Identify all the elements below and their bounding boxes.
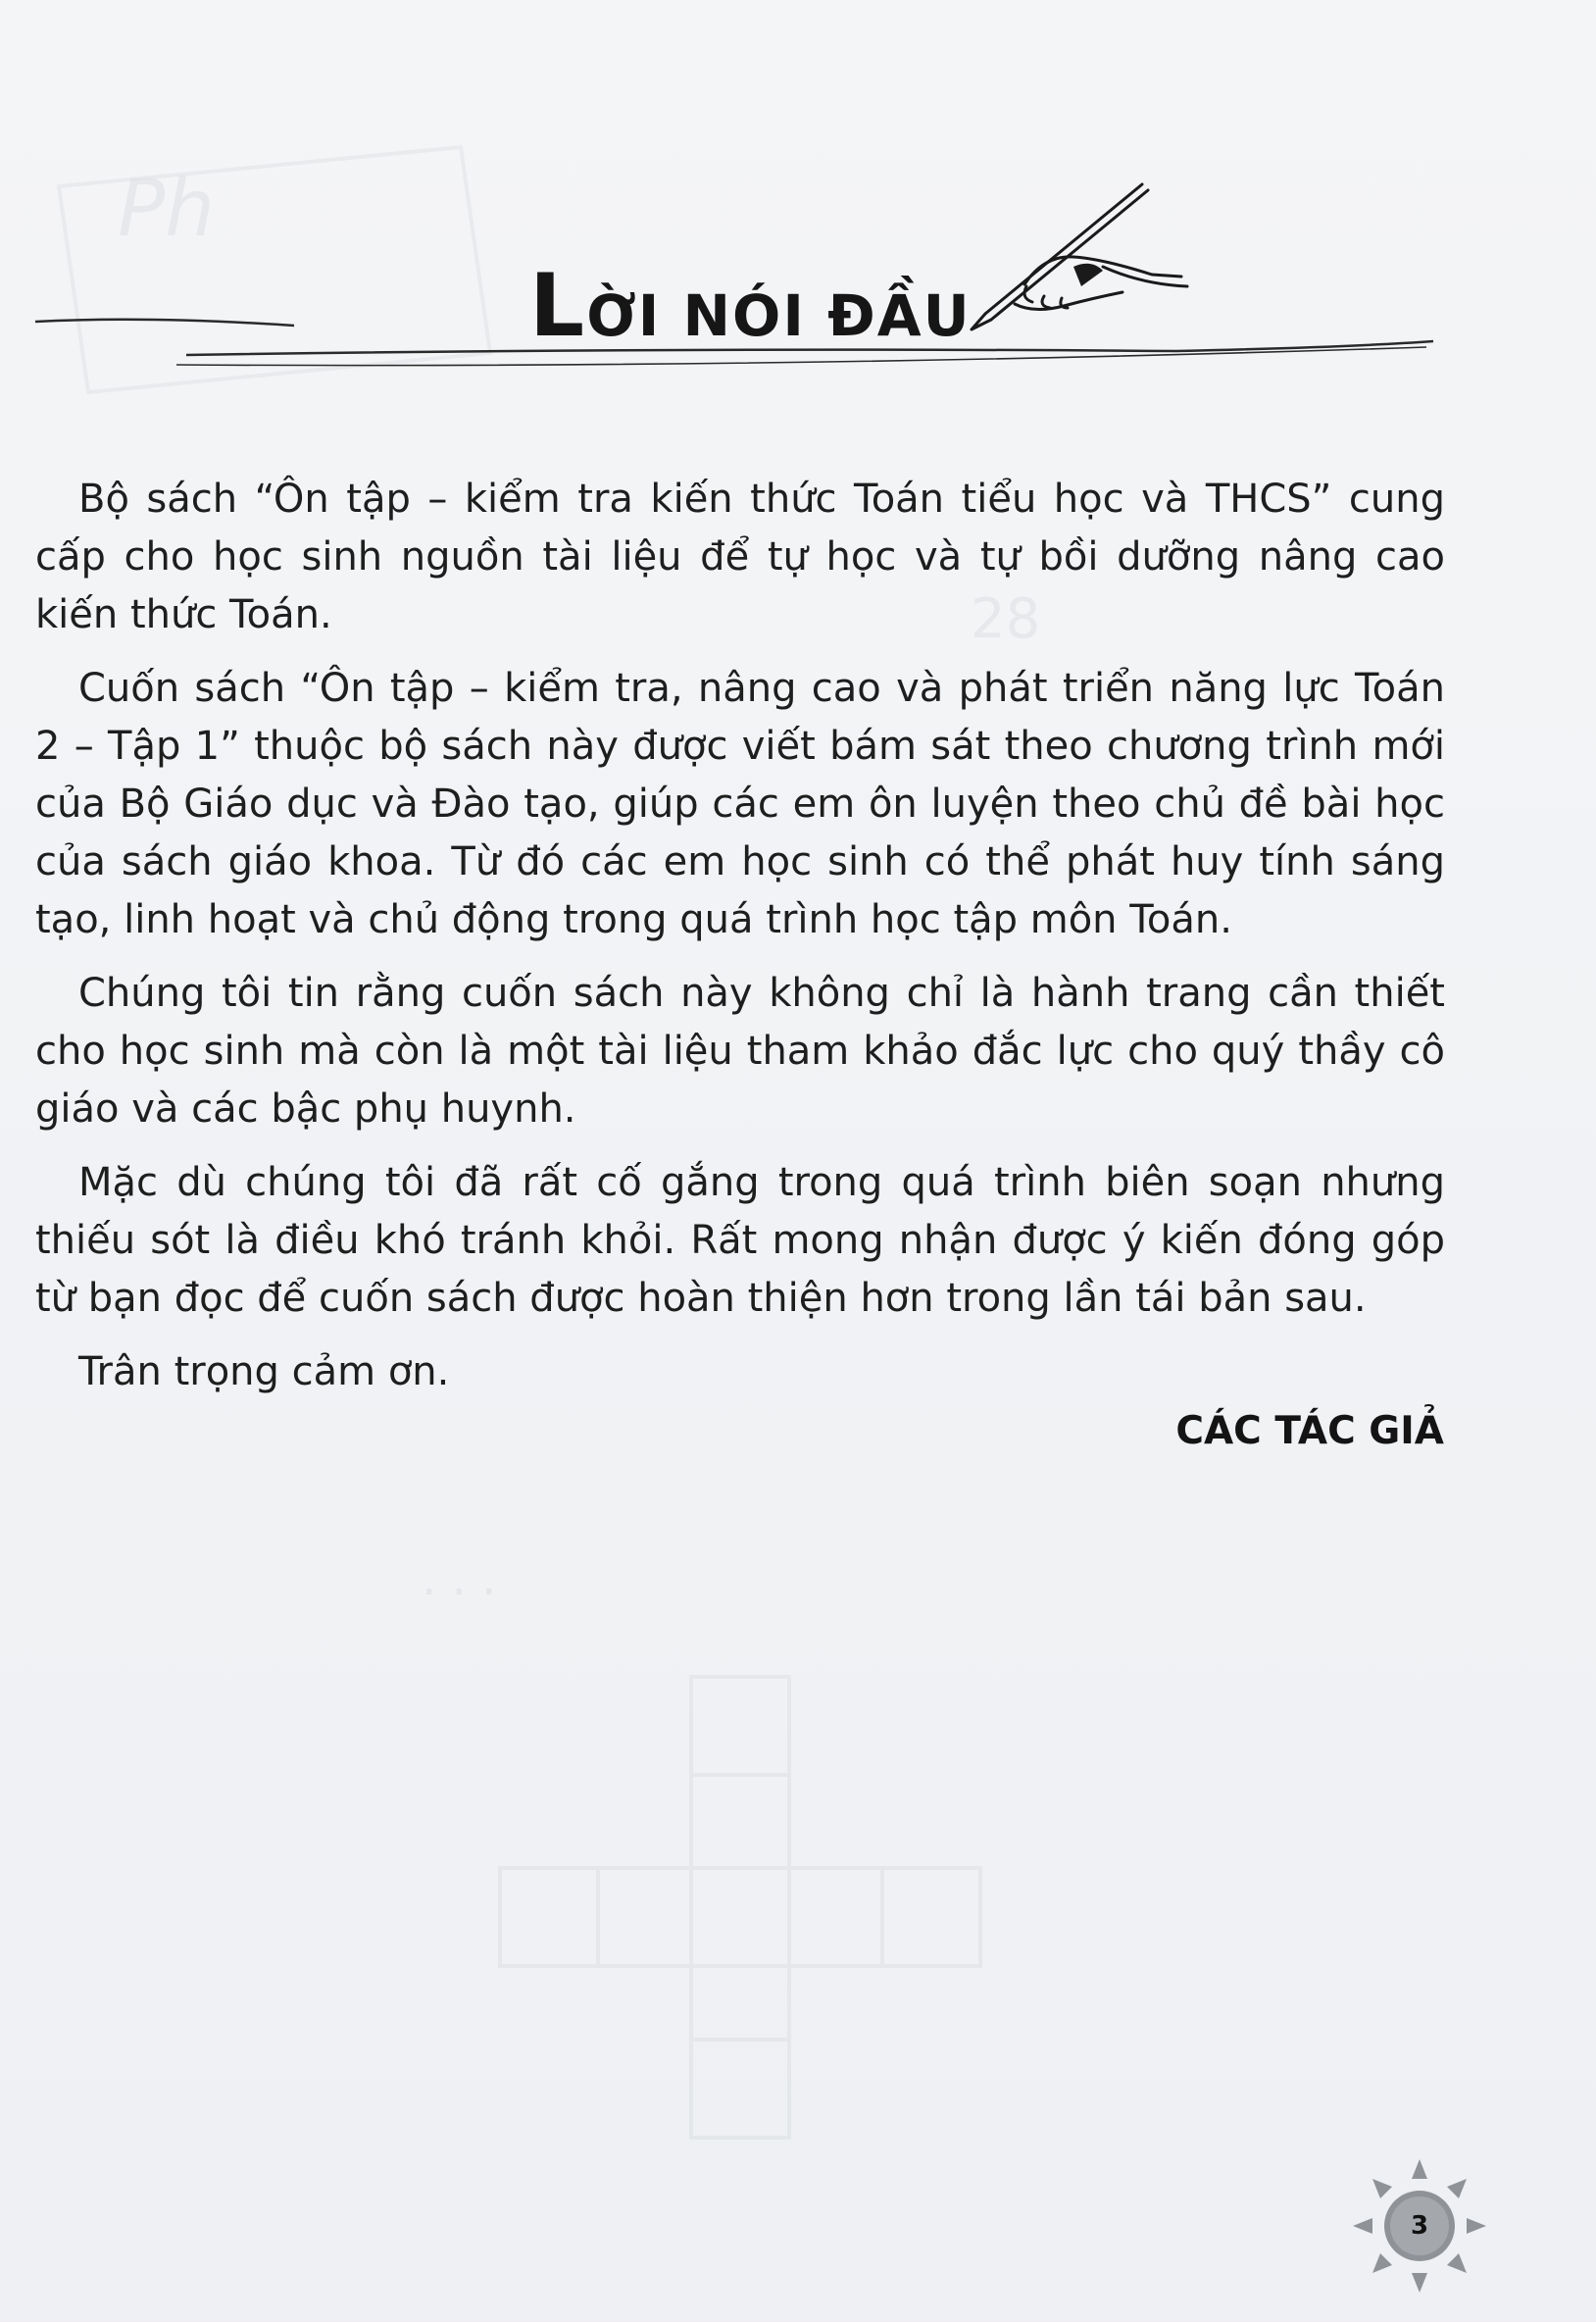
svg-text:28: 28: [971, 587, 1041, 651]
paragraph-book-description: Cuốn sách “Ôn tập – kiểm tra, nâng cao và phát triển năng lực Toán 2 – Tập 1” thuộc bộ sách này được viết bám sát theo chương trình mới của Bộ Giáo dục và Đào tạo, giúp các em ôn luyện theo chủ đề bài học của sách giáo khoa. Từ đó các em học sinh có thể phát huy tính sáng tạo, linh hoạt và chủ động trong quá trình học tập môn Toán.: [35, 666, 1445, 942]
page-title-rest: ỜI NÓI ĐẦU: [586, 282, 972, 349]
paragraph-purpose: Chúng tôi tin rằng cuốn sách này không chỉ là hành trang cần thiết cho học sinh mà còn là một tài liệu tham khảo đắc lực cho quý thầy cô giáo và các bậc phụ huynh.: [35, 971, 1445, 1132]
svg-text:Ph: Ph: [118, 163, 215, 254]
page-title: [529, 255, 972, 356]
paragraph-feedback: Mặc dù chúng tôi đã rất cố gắng trong quá trình biên soạn nhưng thiếu sót là điều khó tránh khỏi. Rất mong nhận được ý kiến đóng góp từ bạn đọc để cuốn sách được hoàn thiện hơn trong lần tái bản sau.: [35, 1160, 1445, 1321]
page-number-badge: [1351, 2157, 1488, 2295]
paragraph-intro: Bộ sách “Ôn tập – kiểm tra kiến thức Toán tiểu học và THCS” cung cấp cho học sinh nguồn tài liệu để tự học và tự bồi dưỡng nâng cao kiến thức Toán.: [35, 477, 1445, 637]
svg-text:· · ·: · · ·: [422, 1565, 497, 1620]
page-number: 3: [1410, 2211, 1429, 2241]
hand-writing-with-pen-icon: [956, 177, 1191, 333]
paragraph-thanks: Trân trọng cảm ơn.: [78, 1349, 450, 1394]
page-title-initial: L: [529, 255, 587, 356]
authors-signature: CÁC TÁC GIẢ: [1175, 1409, 1444, 1453]
page-header: [0, 147, 1596, 402]
preface-body: [35, 471, 1445, 1417]
